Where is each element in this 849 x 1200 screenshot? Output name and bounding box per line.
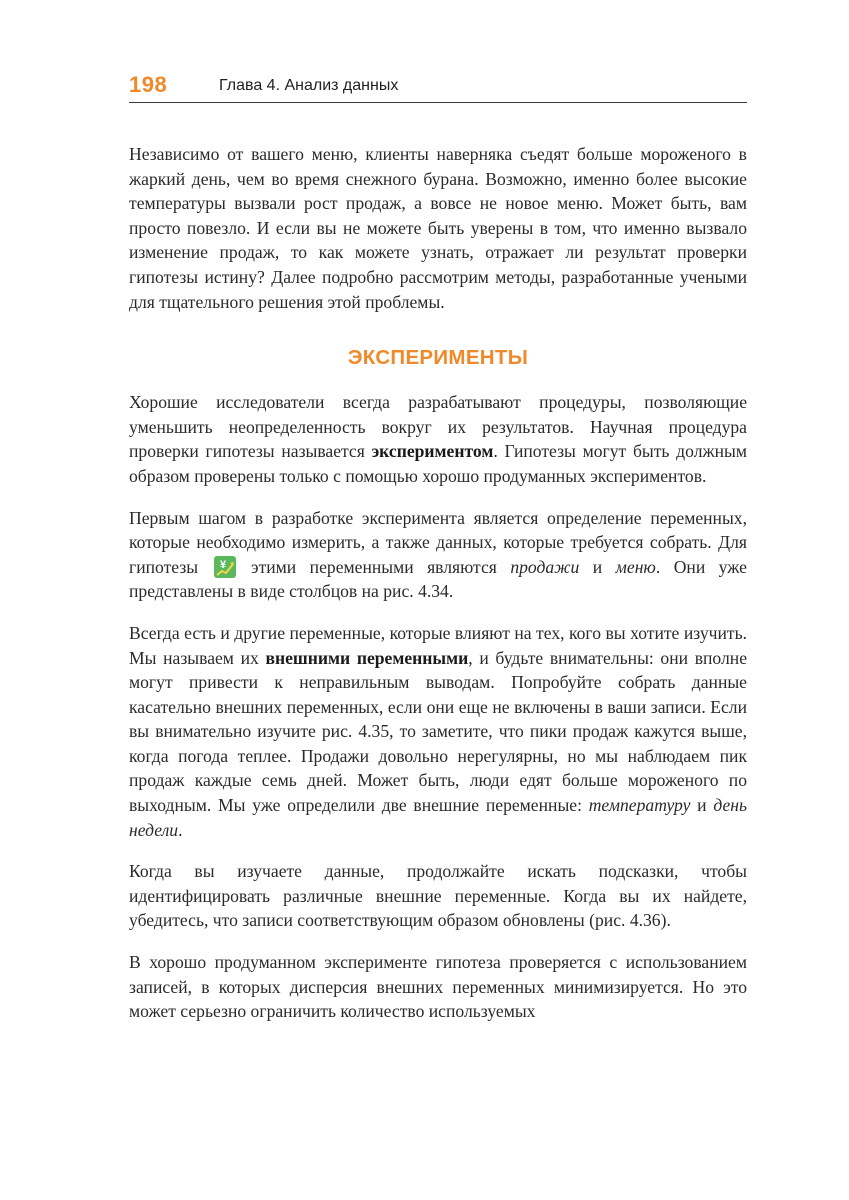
paragraph-2 — [129, 390, 747, 488]
paragraph-1-text: Независимо от вашего меню, клиенты наверняка съедят больше мороженого в жаркий день, чем во время снежного бурана. Возможно, именно более высокие температуры вызвали рост продаж, а вовсе не новое меню. Может быть, вам просто повезло. И если вы не можете быть уверены в том, что именно вызвало изменение продаж, то как можете узнать, отражает ли результат проверки гипотезы истину? Далее подробно рассмотрим методы, разработанные учеными для тщательного решения этой проблемы. — [129, 144, 747, 312]
section-heading: ЭКСПЕРИМЕНТЫ — [347, 346, 529, 370]
paragraph-3-text-after: . Они уже представлены в виде столбцов на рис. 4.34. — [129, 556, 747, 602]
paragraph-3-text-middle: этими переменными являются — [251, 556, 497, 577]
running-header — [129, 70, 747, 103]
paragraph-4-text-middle: , и будьте внимательны: они вполне могут привести к неправильным выводам. Попробуйте собрать данные касательно внешних переменных, если они еще не включены в ваши записи. Если вы внимательно изучите рис. 4.35, то заметите, что пики продаж кажутся выше, когда погода теплее. Продажи довольно нерегулярны, но мы наблюдаем пик продаж каждые семь дней. Может быть, люди едят больше мороженого по выходным. Мы уже определили две внешние переменные: — [129, 647, 748, 816]
term-experiment: экспериментом — [371, 441, 494, 462]
paragraph-6 — [129, 950, 747, 1024]
svg-text:¥: ¥ — [219, 558, 226, 571]
paragraph-2-text-before: Хорошие исследователи всегда разрабатывают процедуры, позволяющие уменьшить неопределенность вокруг их результатов. Научная процедура проверки гипотезы называется — [129, 392, 747, 462]
paragraph-1 — [129, 142, 747, 314]
page-number: 198 — [129, 72, 168, 97]
paragraph-4-conj: и — [690, 795, 714, 816]
paragraph-4-text-after: . — [178, 819, 183, 840]
term-menu: меню — [615, 556, 656, 577]
paragraph-5 — [129, 859, 747, 933]
paragraph-4-text-before: Всегда есть и другие переменные, которые влияют на тех, кого вы хотите изучить. Мы называем их — [129, 622, 747, 668]
paragraph-3-text-before: Первым шагом в разработке эксперимента является определение переменных, которые необходимо измерить, а также данных, которые требуется собрать. Для гипотезы — [129, 507, 747, 577]
paragraph-2-text-after: . Гипотезы могут быть должным образом проверены только с помощью хорошо продуманных экспериментов. — [129, 441, 747, 486]
yen-chart-hypothesis-icon — [214, 556, 236, 578]
paragraph-6-text: В хорошо продуманном эксперименте гипотеза проверяется с использованием записей, в которых дисперсия внешних переменных минимизируется. Но это может серьезно ограничить количество используемых — [129, 952, 747, 1022]
chapter-title: Глава 4. Анализ данных — [219, 77, 399, 94]
paragraph-4 — [129, 621, 747, 842]
term-external-variables: внешними переменными — [265, 647, 469, 668]
term-temperature: температуру — [588, 795, 691, 816]
term-day-of-week: день недели — [129, 795, 747, 840]
page-body — [129, 142, 747, 1041]
paragraph-5-text: Когда вы изучаете данные, продолжайте искать подсказки, чтобы идентифицировать различные внешние переменные. Когда вы их найдете, убедитесь, что записи соответствующим образом обновлены (рис. 4.36). — [129, 861, 747, 931]
term-sales: продажи — [510, 556, 580, 577]
paragraph-3 — [129, 506, 747, 604]
paragraph-3-conj: и — [592, 556, 603, 577]
